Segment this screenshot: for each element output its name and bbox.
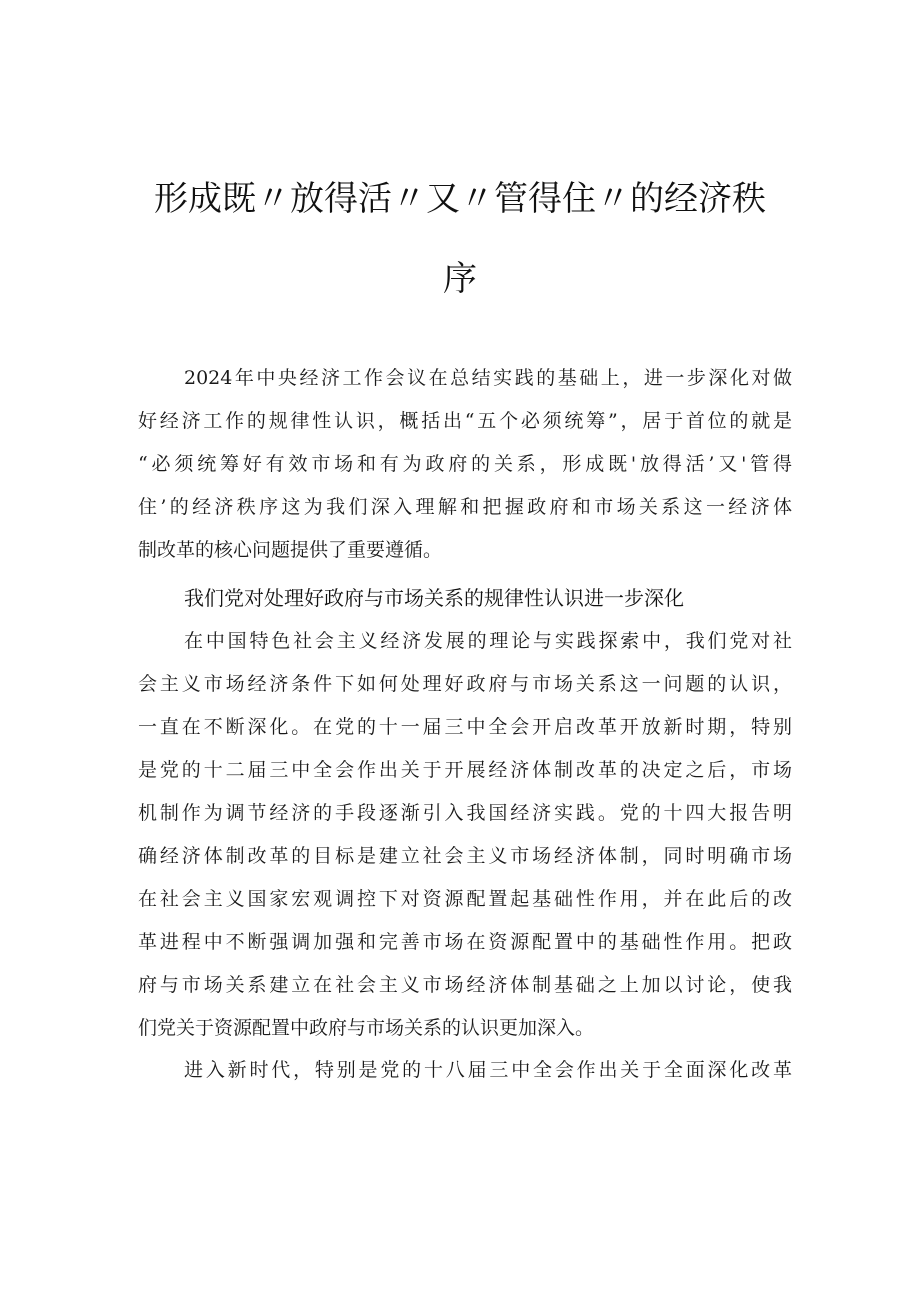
paragraph-line: 2024年中央经济工作会议在总结实践的基础上，进一步深化对做 (184, 367, 792, 389)
document-title-line-2: 序 (443, 259, 477, 299)
paragraph-line: 是党的十二届三中全会作出关于开展经济体制改革的决定之后，市场 (138, 759, 792, 781)
paragraph-line: 机制作为调节经济的手段逐渐引入我国经济实践。党的十四大报告明 (138, 802, 792, 824)
paragraph-line: 住’的经济秩序这为我们深入理解和把握政府和市场关系这一经济体 (138, 496, 792, 518)
paragraph-line: 确经济体制改革的目标是建立社会主义市场经济体制，同时明确市场 (138, 845, 792, 867)
paragraph-line: 制改革的核心问题提供了重要遵循。 (138, 539, 443, 561)
paragraph-line: 一直在不断深化。在党的十一届三中全会开启改革开放新时期，特别 (138, 716, 792, 738)
section-heading: 我们党对处理好政府与市场关系的规律性认识进一步深化 (184, 586, 684, 610)
paragraph-line: 在社会主义国家宏观调控下对资源配置起基础性作用，并在此后的改 (138, 888, 792, 910)
paragraph-line: 革进程中不断强调加强和完善市场在资源配置中的基础性作用。把政 (138, 931, 792, 953)
document-title-line-1: 形成既〃放得活〃又〃管得住〃的经济秩 (154, 179, 766, 219)
paragraph-line: 会主义市场经济条件下如何处理好政府与市场关系这一问题的认识， (138, 673, 792, 695)
paragraph-line: 府与市场关系建立在社会主义市场经济体制基础之上加以讨论，使我 (138, 974, 792, 996)
paragraph-line: 进入新时代，特别是党的十八届三中全会作出关于全面深化改革 (184, 1059, 792, 1081)
paragraph-line: 好经济工作的规律性认识，概括出“五个必须统筹”，居于首位的就是 (138, 410, 792, 432)
paragraph-line: 在中国特色社会主义经济发展的理论与实践探索中，我们党对社 (184, 630, 792, 652)
paragraph-line: “必须统筹好有效市场和有为政府的关系，形成既'放得活’又'管得 (138, 453, 792, 475)
paragraph-line: 们党关于资源配置中政府与市场关系的认识更加深入。 (138, 1017, 595, 1039)
